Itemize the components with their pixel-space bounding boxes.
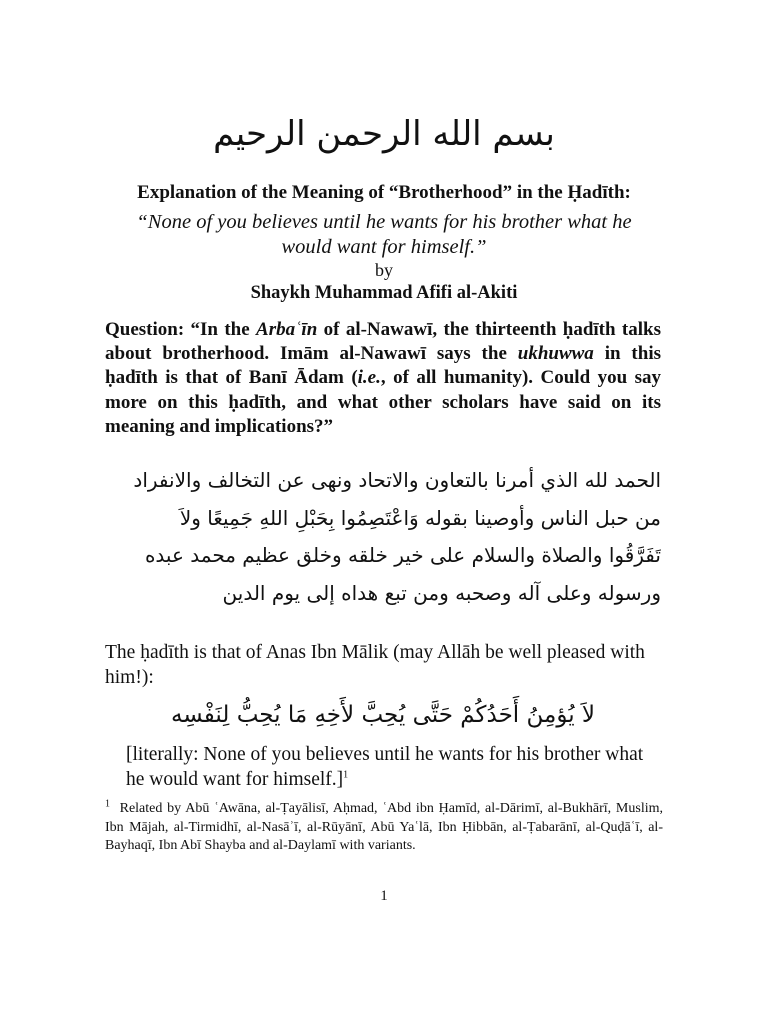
literal-translation	[126, 742, 666, 792]
question-paragraph	[105, 318, 661, 439]
question-italic-arbain: Arbaʿīn	[256, 319, 318, 340]
author-name: Shaykh Muhammad Afifi al-Akiti	[250, 283, 518, 303]
literal-translation-text: [literally: None of you believes until he wants for his brother what he would want for himself.]	[126, 744, 644, 790]
arabic-line: تَفَرَّقُوا والصلاة والسلام على خير خلقه وخلق عظيم محمد عبده	[144, 543, 661, 567]
question-italic-ie: i.e.	[357, 367, 381, 389]
document-subtitle: “None of you believes until he wants for his brother what he would want for himself.”	[136, 211, 632, 258]
question-text-3: in this ḥadīth is that of Banī Ādam (	[105, 343, 661, 389]
footnote-marker: 1	[105, 798, 110, 810]
question-text-1: Question: “In the	[105, 319, 257, 340]
document-title: Explanation of the Meaning of “Brotherhood” in the Ḥadīth:	[137, 182, 631, 203]
arabic-line: ورسوله وعلى آله وصحبه ومن تبع هداه إلى يوم الدين	[222, 580, 661, 605]
footnote	[105, 800, 663, 856]
arabic-line: من حبل الناس وأوصينا بقوله وَاعْتَصِمُوا بِحَبْلِ اللهِ جَمِيعًا ولاَ	[179, 505, 661, 530]
question-italic-ukhuwwa: ukhuwwa	[517, 343, 594, 365]
footnote-reference: 1	[343, 769, 349, 781]
question-text-4: , of all humanity). Could you say more on this ḥadīth, and what other scholars have said on its meaning and implications?”	[105, 367, 661, 437]
basmala-calligraphy: بسم الله الرحمن الرحيم	[213, 114, 555, 154]
hadith-intro-text: The ḥadīth is that of Anas Ibn Mālik (may Allāh be well pleased with him!):	[105, 642, 645, 688]
question-text-2: of al-Nawawī, the thirteenth ḥadīth talks about brotherhood. Imām al-Nawawī says the	[105, 319, 661, 365]
by-label: by	[375, 260, 393, 280]
page-number: 1	[380, 888, 388, 904]
footnote-text: Related by Abū ʿAwāna, al-Ṭayālisī, Aḥmad, ʿAbd ibn Ḥamīd, al-Dārimī, al-Bukhārī, Muslim, Ibn Mājah, al-Tirmidhī, al-Nasāʾī, al-Rūyānī, Abū Yaʿlā, Ibn Ḥibbān, al-Ṭabarānī, al-Quḍāʿī, al-Bayhaqī, Ibn Abī Shayba and al-Daylamī with variants.	[105, 801, 664, 853]
arabic-opening-paragraph	[105, 462, 661, 612]
hadith-arabic-text: لاَ يُؤمِنُ أَحَدُكُمْ حَتَّى يُحِبَّ لأَخِهِ مَا يُحِبُّ لِنَفْسِه	[170, 702, 596, 728]
arabic-line: الحمد لله الذي أمرنا بالتعاون والاتحاد ونهى عن التخالف والانفراد	[133, 468, 661, 492]
